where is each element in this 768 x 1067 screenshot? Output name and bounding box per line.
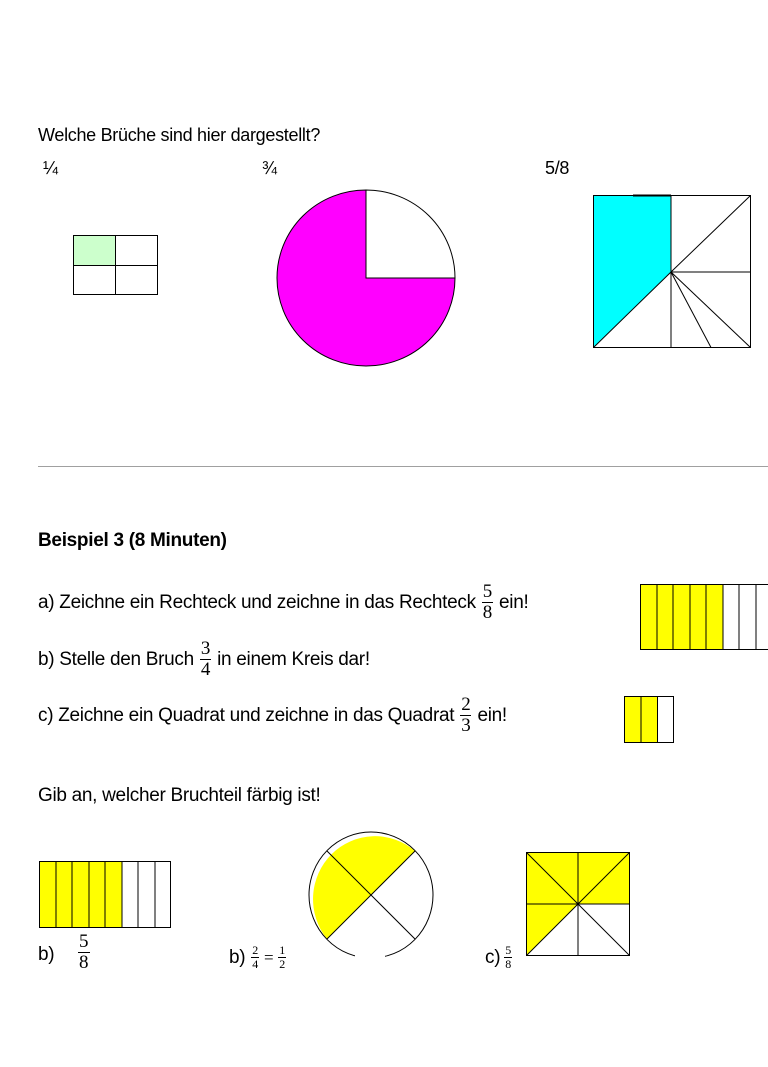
task-a-text: a) Zeichne ein Rechteck und zeichne in das Rechteck	[38, 591, 476, 613]
task-a	[38, 582, 528, 623]
task-a-fraction: $\frac{5}{8}$	[482, 581, 492, 623]
section-divider	[38, 466, 768, 467]
shaded-region	[594, 196, 672, 348]
task-a-rectangle-figure	[640, 584, 768, 651]
answer-3-fraction: $\frac{5}{8}$	[505, 943, 511, 971]
three-quarters-pie-figure	[276, 189, 458, 367]
task-c-square-figure	[624, 696, 676, 745]
answer-2	[229, 944, 288, 971]
answer-label-three-quarters: ¾	[262, 158, 277, 178]
prompt-colored-fraction: Gib an, welcher Bruchteil färbig ist!	[38, 785, 321, 806]
task-b-text: b) Stelle den Bruch	[38, 648, 194, 670]
answer-label-five-eighths: 5/8	[545, 158, 570, 178]
bottom-rectangle-figure	[39, 861, 173, 930]
task-b-end: in einem Kreis dar!	[217, 648, 370, 670]
answer-1-label: b)	[38, 944, 55, 965]
answer-2-fraction-2: $\frac{1}{2}$	[279, 943, 285, 971]
answer-2-equals: =	[264, 947, 274, 967]
answer-2-fraction-1: $\frac{2}{4}$	[252, 943, 258, 971]
answer-3-label: c)	[485, 946, 501, 968]
task-b	[38, 639, 370, 680]
shaded-cell	[74, 236, 116, 266]
bottom-square-figure	[526, 852, 632, 960]
answer-label-quarter: ¼	[43, 158, 58, 178]
task-c-end: ein!	[477, 704, 507, 726]
quarter-rectangle-figure	[73, 235, 159, 296]
question-text: Welche Brüche sind hier dargestellt?	[38, 125, 321, 145]
bottom-circle-figure	[309, 831, 435, 959]
task-b-fraction: $\frac{3}{4}$	[200, 638, 211, 680]
answer-3	[485, 944, 514, 971]
answer-2-label: b)	[229, 946, 246, 968]
task-a-end: ein!	[499, 591, 529, 613]
answer-1-fraction: $\frac{5}{8}$	[79, 931, 89, 973]
section-title: Beispiel 3 (8 Minuten)	[38, 530, 227, 551]
task-c-fraction: $\frac{2}{3}$	[461, 694, 471, 736]
five-eighths-square-figure	[593, 195, 753, 350]
task-c-text: c) Zeichne ein Quadrat und zeichne in das Quadrat	[38, 704, 455, 726]
task-c	[38, 695, 507, 736]
